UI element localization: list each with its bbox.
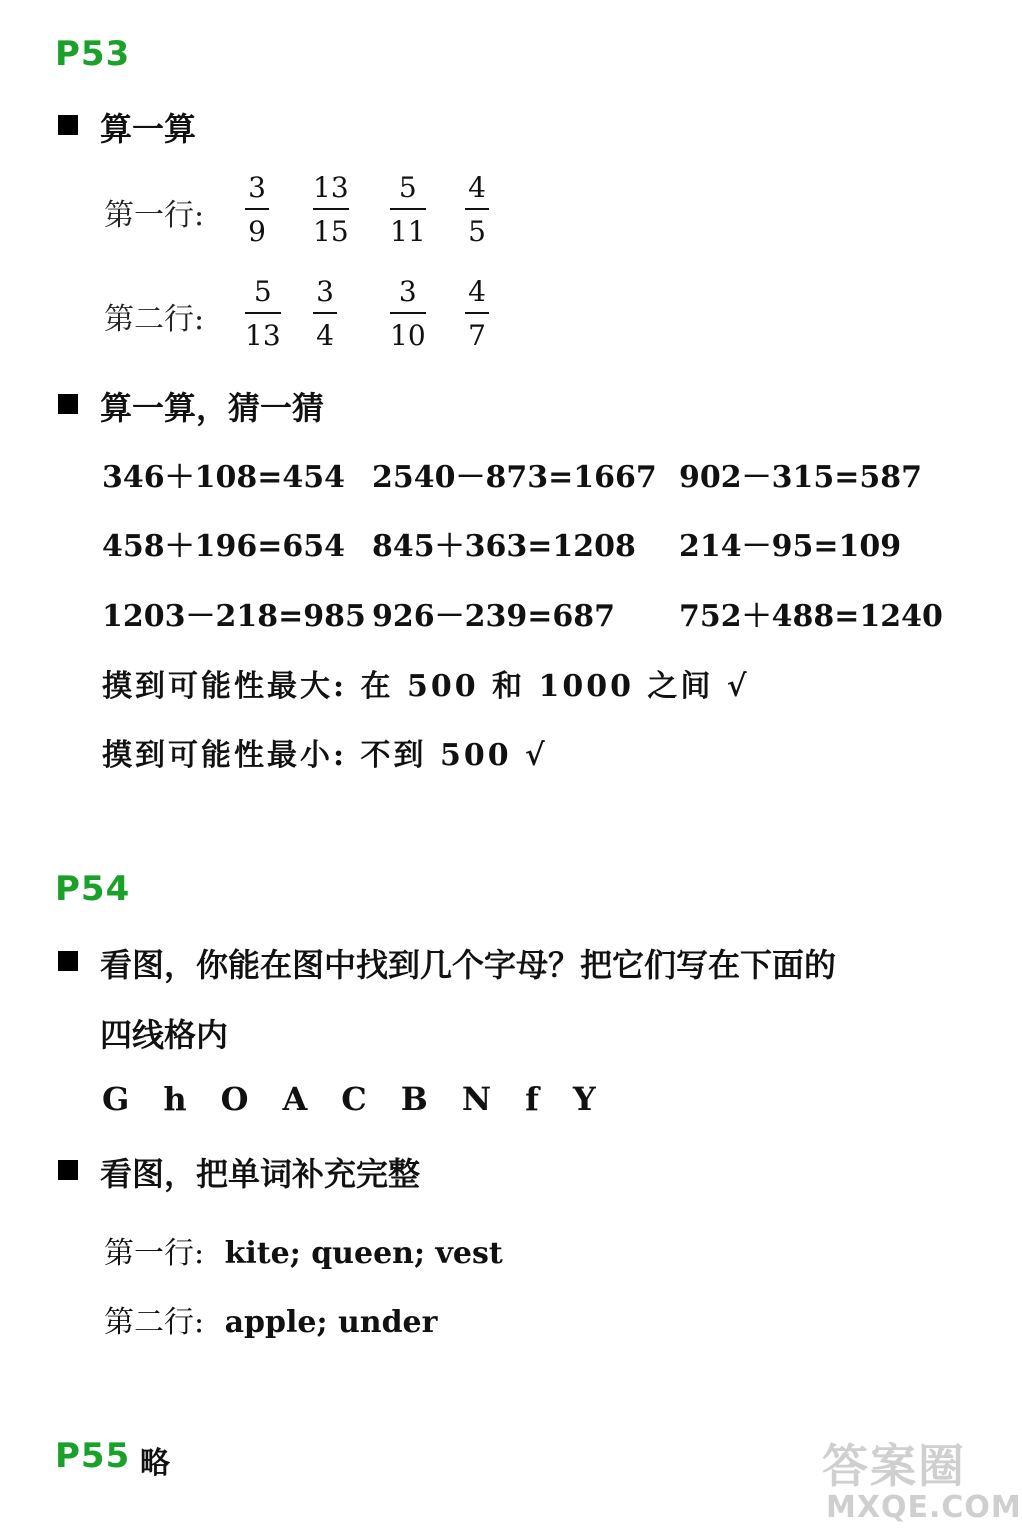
equation: 902－315=587 <box>679 460 923 495</box>
words-row-first <box>104 1228 503 1272</box>
fraction-numerator: 5 <box>398 171 417 204</box>
section-heading-find-letters-line1: 看图，你能在图中找到几个字母？把它们写在下面的 <box>100 946 837 984</box>
letter-answer: N <box>461 1080 492 1118</box>
probability-max-line: 摸到可能性最大: 在 500 和 1000 之间 √ <box>102 669 750 704</box>
words-row-second <box>104 1297 437 1341</box>
bullet-square <box>58 115 78 135</box>
fraction-numerator: 3 <box>248 171 266 204</box>
section-heading-calculate-guess: 算一算，猜一猜 <box>100 389 325 427</box>
watermark-url: MXQE.COM <box>826 1490 1022 1525</box>
page-label-p54: P54 <box>55 869 131 909</box>
equation: 926－239=687 <box>372 599 616 634</box>
words-second: apple; under <box>224 1305 438 1340</box>
fraction <box>390 171 426 248</box>
fraction-denominator: 7 <box>468 319 486 352</box>
letters-answer-row <box>102 1080 630 1118</box>
letter-answer: h <box>163 1080 187 1118</box>
section-heading-calculate: 算一算 <box>100 110 197 148</box>
watermark-logo: 答案圈 <box>822 1439 966 1493</box>
bullet-square <box>58 951 78 971</box>
fraction <box>390 275 426 352</box>
p55-note: 略 <box>140 1446 170 1481</box>
words-first: kite; queen; vest <box>224 1236 503 1271</box>
letter-answer: f <box>525 1080 539 1118</box>
fraction <box>465 275 489 352</box>
equation: 752＋488=1240 <box>679 599 943 634</box>
equation: 2540－873=1667 <box>372 460 657 495</box>
row-label-second: 第二行: <box>104 302 205 337</box>
fraction-numerator: 3 <box>316 275 334 308</box>
fraction <box>465 171 489 248</box>
fraction-numerator: 4 <box>468 275 486 308</box>
probability-min-line: 摸到可能性最小: 不到 500 √ <box>102 738 548 773</box>
fraction-denominator: 5 <box>468 215 486 248</box>
fraction <box>313 275 337 352</box>
fraction-numerator: 3 <box>398 275 417 308</box>
letter-answer: G <box>102 1080 130 1118</box>
fraction-numerator: 13 <box>313 171 349 204</box>
fraction-numerator: 5 <box>253 275 272 308</box>
page-label-p55: P55 <box>55 1436 131 1476</box>
row-label-first: 第一行: <box>104 198 205 233</box>
page-label-p53: P53 <box>55 34 131 74</box>
fraction-denominator: 4 <box>316 319 334 352</box>
fraction <box>245 275 281 352</box>
letter-answer: B <box>400 1080 428 1118</box>
fraction-denominator: 15 <box>313 215 349 248</box>
equation: 458＋196=654 <box>102 529 346 564</box>
equation: 845＋363=1208 <box>372 529 636 564</box>
equation: 346＋108=454 <box>102 460 346 495</box>
fraction-denominator: 10 <box>390 319 426 352</box>
equation: 1203－218=985 <box>102 599 366 634</box>
letter-answer: O <box>220 1080 249 1118</box>
section-heading-complete-words: 看图，把单词补充完整 <box>100 1155 421 1193</box>
bullet-square <box>58 1160 78 1180</box>
section-heading-find-letters-line2: 四线格内 <box>100 1016 229 1054</box>
letter-answer: A <box>282 1080 308 1118</box>
row-label-second: 第二行: <box>104 1305 205 1340</box>
row-label-first: 第一行: <box>104 1236 205 1271</box>
fraction-denominator: 13 <box>245 319 281 352</box>
fraction-denominator: 11 <box>390 215 426 248</box>
letter-answer: C <box>341 1080 367 1118</box>
bullet-square <box>58 394 78 414</box>
fraction <box>245 171 269 248</box>
letter-answer: Y <box>572 1080 596 1118</box>
fraction-numerator: 4 <box>468 171 486 204</box>
equation: 214－95=109 <box>679 529 902 564</box>
fraction-denominator: 9 <box>248 215 266 248</box>
fraction <box>313 171 349 248</box>
